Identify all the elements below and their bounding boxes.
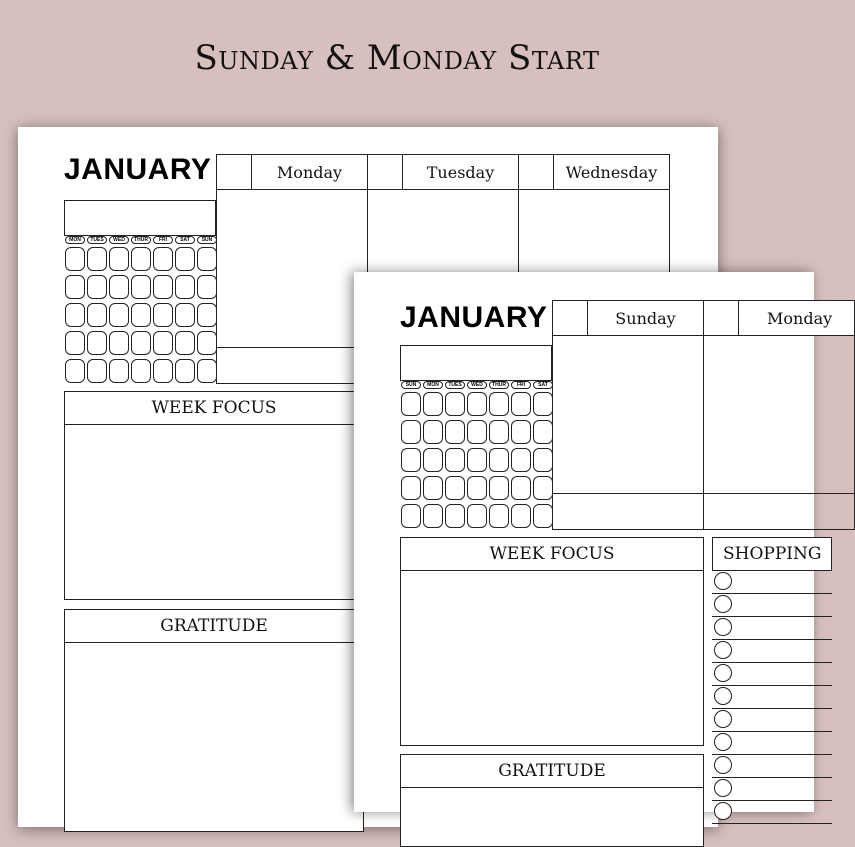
shopping-list	[712, 571, 832, 831]
calendar-day-cell	[109, 331, 129, 355]
calendar-day-cell	[131, 303, 151, 327]
calendar-day-cell	[109, 275, 129, 299]
calendar-day-cell	[533, 476, 553, 500]
mini-calendar-weekdays	[65, 236, 217, 244]
calendar-day-cell	[533, 448, 553, 472]
calendar-day-cell	[401, 420, 421, 444]
calendar-day-cell	[533, 504, 553, 528]
calendar-day-cell	[445, 392, 465, 416]
calendar-day-cell	[401, 504, 421, 528]
shopping-list-row	[712, 594, 832, 617]
calendar-day-cell	[401, 476, 421, 500]
weekday-abbr: SAT	[533, 381, 553, 389]
shopping-list-row	[712, 663, 832, 686]
calendar-day-cell	[445, 476, 465, 500]
calendar-day-cell	[87, 359, 107, 383]
weekday-abbr: MON	[423, 381, 443, 389]
calendar-day-cell	[445, 448, 465, 472]
shopping-list-row	[712, 709, 832, 732]
planner-sheet-sunday-start	[354, 272, 833, 812]
day-column-sunday	[552, 335, 704, 530]
weekday-abbr: FRI	[511, 381, 531, 389]
shopping-list-row	[712, 640, 832, 663]
gratitude-box	[64, 642, 364, 832]
calendar-day-cell	[109, 247, 129, 271]
calendar-day-cell	[467, 504, 487, 528]
calendar-day-cell	[175, 359, 195, 383]
month-title: JANUARY	[64, 153, 212, 186]
weekday-abbr: WED	[467, 381, 487, 389]
checkbox-circle-icon	[714, 595, 732, 613]
gratitude-header: GRATITUDE	[400, 754, 704, 788]
checkbox-circle-icon	[714, 618, 732, 636]
checkbox-circle-icon	[714, 687, 732, 705]
calendar-day-cell	[423, 476, 443, 500]
weekday-abbr: FRI	[153, 236, 173, 244]
shopping-list-row	[712, 571, 832, 594]
banner-title: Sunday & Monday Start	[194, 38, 600, 78]
mini-calendar-weekdays	[401, 381, 553, 389]
week-focus-header: WEEK FOCUS	[64, 391, 364, 425]
calendar-day-cell	[467, 420, 487, 444]
calendar-day-cell	[533, 392, 553, 416]
calendar-day-cell	[65, 331, 85, 355]
gratitude-header: GRATITUDE	[64, 609, 364, 643]
calendar-day-cell	[87, 275, 107, 299]
calendar-day-cell	[175, 303, 195, 327]
calendar-day-cell	[153, 359, 173, 383]
weekday-abbr: TUES	[87, 236, 107, 244]
day-header-wednesday	[518, 154, 670, 190]
calendar-day-cell	[511, 476, 531, 500]
calendar-day-cell	[197, 303, 217, 327]
date-cell	[704, 301, 739, 335]
weekday-abbr: SUN	[401, 381, 421, 389]
calendar-day-cell	[131, 331, 151, 355]
gratitude-box	[400, 787, 704, 847]
calendar-day-cell	[533, 420, 553, 444]
day-name: Monday	[276, 162, 343, 182]
checkbox-circle-icon	[714, 756, 732, 774]
date-cell	[553, 301, 588, 335]
calendar-day-cell	[65, 303, 85, 327]
calendar-day-cell	[489, 476, 509, 500]
mini-calendar-grid	[65, 247, 217, 383]
day-header-monday	[703, 300, 855, 336]
calendar-day-cell	[401, 392, 421, 416]
weekday-abbr: SAT	[175, 236, 195, 244]
calendar-day-cell	[65, 275, 85, 299]
checkbox-circle-icon	[714, 710, 732, 728]
calendar-day-cell	[511, 420, 531, 444]
day-header-monday	[216, 154, 368, 190]
calendar-day-cell	[445, 420, 465, 444]
divider	[552, 493, 704, 494]
calendar-day-cell	[197, 359, 217, 383]
day-name: Tuesday	[426, 162, 495, 182]
calendar-day-cell	[489, 504, 509, 528]
shopping-list-row	[712, 686, 832, 709]
notes-box	[400, 345, 552, 381]
weekday-abbr: SUN	[197, 236, 217, 244]
date-cell	[368, 155, 403, 189]
weekday-abbr: MON	[65, 236, 85, 244]
shopping-header: SHOPPING	[712, 537, 832, 571]
calendar-day-cell	[87, 247, 107, 271]
calendar-day-cell	[467, 392, 487, 416]
shopping-list-row	[712, 617, 832, 640]
divider	[216, 347, 368, 348]
month-title: JANUARY	[400, 301, 548, 334]
calendar-day-cell	[109, 359, 129, 383]
day-name: Monday	[767, 308, 833, 328]
calendar-day-cell	[87, 331, 107, 355]
calendar-day-cell	[175, 247, 195, 271]
notes-box	[64, 200, 216, 236]
calendar-day-cell	[489, 420, 509, 444]
day-column-monday	[216, 189, 368, 384]
calendar-day-cell	[109, 303, 129, 327]
calendar-day-cell	[153, 331, 173, 355]
calendar-day-cell	[423, 504, 443, 528]
divider	[703, 493, 855, 494]
calendar-day-cell	[511, 448, 531, 472]
calendar-day-cell	[423, 392, 443, 416]
date-cell	[217, 155, 252, 189]
calendar-day-cell	[197, 331, 217, 355]
checkbox-circle-icon	[714, 664, 732, 682]
calendar-day-cell	[175, 331, 195, 355]
mini-calendar-grid	[401, 392, 553, 528]
weekday-abbr: TUES	[445, 381, 465, 389]
date-cell	[519, 155, 554, 189]
calendar-day-cell	[175, 275, 195, 299]
calendar-day-cell	[489, 392, 509, 416]
shopping-list-row	[712, 732, 832, 755]
weekday-abbr: THUR	[489, 381, 509, 389]
calendar-day-cell	[65, 247, 85, 271]
calendar-day-cell	[153, 247, 173, 271]
weekday-abbr: WED	[109, 236, 129, 244]
calendar-day-cell	[423, 448, 443, 472]
shopping-list-row	[712, 801, 832, 824]
shopping-list-row	[712, 778, 832, 801]
day-column-monday	[703, 335, 855, 530]
calendar-day-cell	[65, 359, 85, 383]
calendar-day-cell	[489, 448, 509, 472]
calendar-day-cell	[131, 247, 151, 271]
checkbox-circle-icon	[714, 572, 732, 590]
calendar-day-cell	[467, 476, 487, 500]
checkbox-circle-icon	[714, 641, 732, 659]
calendar-day-cell	[511, 504, 531, 528]
weekday-abbr: THUR	[131, 236, 151, 244]
week-focus-box	[64, 424, 364, 600]
checkbox-circle-icon	[714, 779, 732, 797]
day-name: Sunday	[615, 308, 676, 328]
calendar-day-cell	[131, 359, 151, 383]
calendar-day-cell	[467, 448, 487, 472]
calendar-day-cell	[423, 420, 443, 444]
calendar-day-cell	[197, 275, 217, 299]
shopping-list-row	[712, 755, 832, 778]
checkbox-circle-icon	[714, 802, 732, 820]
week-focus-box	[400, 570, 704, 746]
day-header-sunday	[552, 300, 704, 336]
calendar-day-cell	[197, 247, 217, 271]
calendar-day-cell	[131, 275, 151, 299]
calendar-day-cell	[153, 275, 173, 299]
calendar-day-cell	[153, 303, 173, 327]
calendar-day-cell	[445, 504, 465, 528]
week-focus-header: WEEK FOCUS	[400, 537, 704, 571]
checkbox-circle-icon	[714, 733, 732, 751]
calendar-day-cell	[401, 448, 421, 472]
day-header-tuesday	[367, 154, 519, 190]
day-name: Wednesday	[565, 162, 658, 182]
calendar-day-cell	[87, 303, 107, 327]
calendar-day-cell	[511, 392, 531, 416]
